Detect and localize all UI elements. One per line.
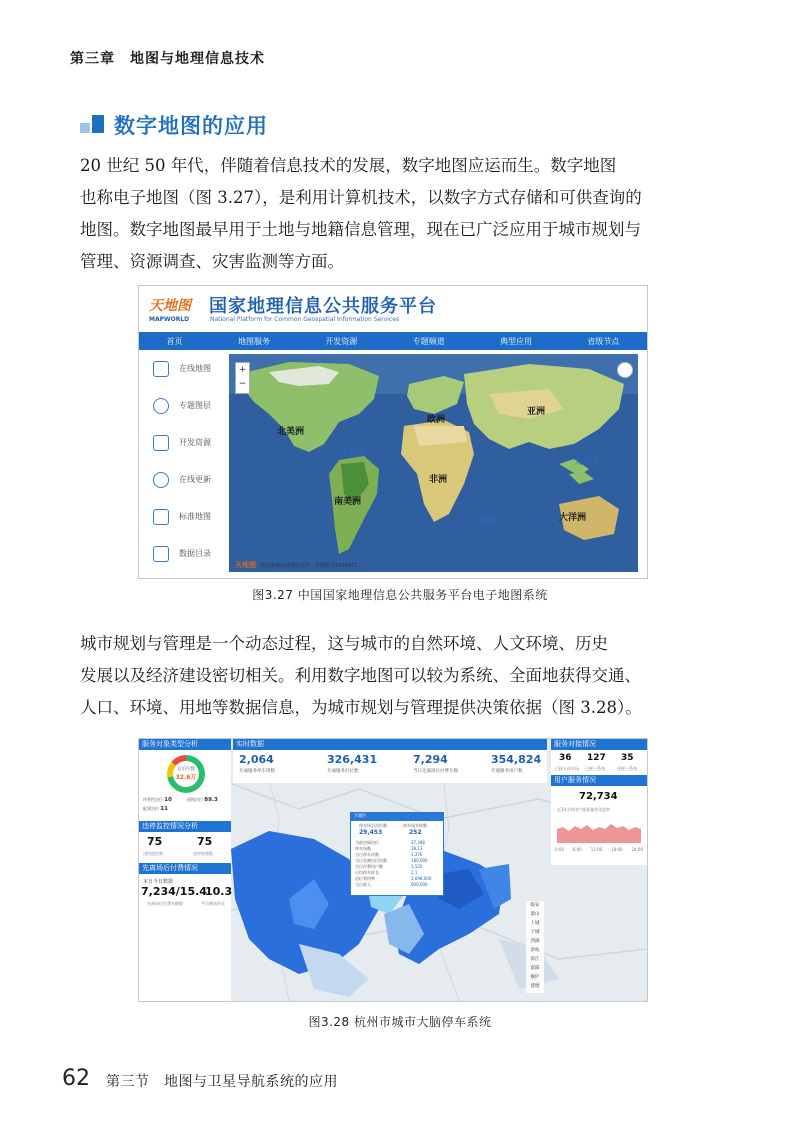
label-south-america: 南美洲 (334, 497, 362, 507)
map-footer-text: ©国家测绘地理信息局 · 甲测资字1100471 (260, 563, 358, 569)
platform-sidebar (139, 350, 229, 578)
popup-row-value: 1,520 (411, 864, 423, 869)
paragraph-line: 人口、环境、用地等数据信息，为城市规划与管理提供决策依据（图 3.28）。 (80, 698, 642, 717)
axis-tick: 6:00 (572, 847, 582, 852)
stat-value: 7,234/15.4 (141, 885, 207, 898)
popup-row-value: 3,276 (411, 852, 423, 857)
popup-row-value: 27,286 (411, 840, 425, 845)
platform-title: 国家地理信息公共服务平台 (209, 296, 437, 317)
panel-title: 实时数据 (233, 739, 547, 750)
section-square-icon (80, 113, 104, 137)
sidebar-item-label: 在线地图 (179, 364, 211, 373)
map-icon (153, 361, 169, 377)
stat-value: 326,431 (327, 753, 378, 766)
popup-value: 29,453 (359, 829, 383, 836)
sidebar-item-update[interactable] (139, 461, 229, 498)
section-heading (80, 110, 268, 140)
axis-tick: 12:00 (590, 847, 603, 852)
label-indian: 印度洋 (477, 517, 501, 526)
figure-caption: 图3.27 中国国家地理信息公共服务平台电子地图系统 (252, 588, 548, 602)
sidebar-item-label: 专题图层 (179, 401, 211, 410)
platform-logo (149, 295, 203, 323)
popup-title: 下城区 (351, 813, 443, 821)
sidebar-item-label: 数据目录 (179, 549, 211, 558)
stat-value: 75 (147, 835, 163, 848)
popup-row-label: 停车场数 (355, 846, 371, 851)
label-oceania: 大洋洲 (559, 513, 587, 523)
legend-item (187, 797, 218, 803)
popup-row-label: 当日停车次数 (355, 852, 379, 857)
district-legend-item[interactable]: 滨江 (530, 957, 540, 962)
paragraph-line: 地图。数字地图最早用于土地与地籍信息管理，现在已广泛应用于城市规划与 (80, 220, 641, 239)
legend-item (143, 806, 168, 812)
platform-nav (139, 332, 647, 350)
popup-row-label: 当日付费用户数 (355, 864, 383, 869)
left-panel (139, 739, 231, 1001)
popup-row-label: 当前空闲泊位 (355, 840, 379, 845)
layers-icon (153, 398, 169, 414)
district-legend-item[interactable]: 余杭 (530, 948, 540, 953)
donut-label: 总泊位数 (177, 767, 195, 772)
figure-caption: 图3.28 杭州市城市大脑停车系统 (308, 1015, 492, 1029)
stat-value: 35 (621, 753, 634, 763)
district-legend-item[interactable]: 建德 (530, 984, 540, 989)
stat-value: 36 (559, 753, 572, 763)
legend-label: 配建泊位 (143, 806, 159, 811)
legend-value: 11 (160, 806, 168, 812)
popup-row-value: 3,698,000 (411, 876, 432, 881)
stat-label: 违停监控数 (143, 851, 163, 856)
nav-item-map-service[interactable]: 地图服务 (237, 336, 270, 346)
nav-item-dev-resources[interactable]: 开发资源 (325, 336, 358, 346)
cloud-icon (153, 472, 169, 488)
zoom-in-button[interactable]: + (238, 365, 247, 375)
legend-label: 道路泊位 (187, 797, 203, 802)
stat-value: 75 (197, 835, 213, 848)
stat-label: 开通服务用户数 (491, 769, 523, 774)
nav-item-topics[interactable]: 专题频道 (412, 336, 445, 346)
logo-en: MAPWORLD (149, 316, 190, 323)
stat-value: 10.3 (205, 885, 233, 898)
footer-section-title: 第三节 地图与卫星导航系统的应用 (106, 1074, 338, 1090)
section-title: 数字地图的应用 (114, 114, 268, 138)
stat-label: 开通服务泊位数 (327, 769, 359, 774)
compass-icon[interactable] (617, 362, 633, 378)
popup-row-value: 2,1 (411, 870, 418, 875)
sidebar-item-layers[interactable] (139, 387, 229, 424)
popup-row-label: 当日收入 (355, 882, 371, 887)
panel-title: 先离场后付费情况 (139, 863, 231, 874)
popup-row-label: 泊位利用率 (355, 876, 375, 881)
paragraph-line: 城市规划与管理是一个动态过程，这与城市的自然环境、人文环境、历史 (80, 634, 608, 653)
page-number: 62 (62, 1066, 90, 1091)
trend-sparkline (557, 817, 641, 843)
stat-label: 已接入系统 (585, 766, 605, 771)
popup-row-value: 18,13 (411, 846, 423, 851)
nav-item-applications[interactable]: 典型应用 (499, 336, 532, 346)
image-icon (153, 509, 169, 525)
stat-label: 先离场后付费车辆数 (147, 901, 183, 906)
popup-row-label: 日均停车时长 (355, 870, 379, 875)
code-icon (153, 435, 169, 451)
stat-label: 平均离场时长 (201, 901, 225, 906)
district-legend-item[interactable]: 富阳 (530, 966, 540, 971)
popup-row-value: 600,000 (411, 882, 428, 887)
district-legend-item[interactable]: 上城 (530, 921, 540, 926)
map-footer (235, 560, 357, 570)
stat-label: 开通服务停车场数 (239, 769, 275, 774)
popup-row-value: 180,000 (411, 858, 428, 863)
donut-value: 32.6万 (175, 774, 197, 781)
label-asia: 亚洲 (527, 407, 546, 417)
label-africa: 非洲 (429, 475, 448, 485)
zoom-out-button[interactable]: − (238, 379, 247, 389)
paragraph-line: 发展以及经济建设密切相关。利用数字地图可以较为系统、全面地获得交通、 (80, 666, 641, 685)
sidebar-item-label: 开发资源 (179, 438, 211, 447)
platform-subtitle: National Platform for Common Geospatial Information Services (210, 316, 400, 323)
stat-label: 当日先离场后付费车数 (413, 769, 458, 774)
paragraph-1 (80, 150, 720, 278)
legend-value: 10 (164, 797, 172, 803)
world-map[interactable] (229, 354, 638, 572)
panel-title: 用户服务情况 (551, 775, 647, 786)
figure-city-brain-parking (138, 738, 648, 1002)
label-europe: 欧洲 (427, 415, 446, 425)
district-legend-item[interactable]: 桐庐 (530, 975, 540, 980)
stat-value: 2,064 (239, 753, 274, 766)
stat-sublabel: 本日今日数据 (143, 879, 174, 885)
right-panel (551, 739, 647, 865)
map-footer-logo: 天地图 (235, 561, 256, 569)
district-legend-item[interactable]: 西湖 (530, 939, 540, 944)
nav-item-provincial[interactable]: 省级节点 (587, 336, 620, 346)
sidebar-item-label: 在线更新 (179, 475, 211, 484)
axis-tick: 18:00 (611, 847, 623, 852)
panel-title: 服务对接情况 (551, 739, 647, 750)
district-legend-item[interactable]: 下城 (530, 930, 540, 935)
platform-header (139, 286, 647, 332)
label-pacific: 太平洋 (574, 457, 598, 466)
legend-value: 89.3 (204, 797, 218, 803)
stat-value: 72,734 (579, 791, 618, 802)
paragraph-line: 也称电子地图（图 3.27），是利用计算机技术，以数字方式存储和可供查询的 (80, 188, 642, 207)
stat-value: 7,294 (413, 753, 448, 766)
popup-col-label: 停车场实时数 (403, 823, 427, 828)
panel-title: 违停监控情况分析 (139, 821, 231, 832)
district-legend (526, 901, 544, 993)
sidebar-item-online-map[interactable] (139, 350, 229, 387)
nav-item-home[interactable]: 首页 (166, 336, 183, 346)
axis-tick: 24:00 (631, 847, 643, 852)
popup-value: 252 (409, 829, 422, 836)
district-legend-item[interactable]: 临安 (530, 903, 540, 908)
legend-item (143, 797, 172, 803)
stat-label: 已接入停车场 (555, 766, 579, 771)
legend-label: 经营性泊位 (143, 797, 163, 802)
sidebar-item-dev[interactable] (139, 424, 229, 461)
logo-cn: 天地图 (149, 298, 191, 314)
trend-axis (555, 847, 643, 852)
top-stats-panel (233, 739, 547, 783)
paragraph-line: 管理、资源调查、灾害监测等方面。 (80, 252, 344, 271)
panel-title: 服务对象类型分析 (139, 739, 231, 750)
sidebar-item-catalog[interactable] (139, 535, 229, 572)
axis-tick: 0:00 (555, 847, 564, 852)
zoom-control[interactable] (235, 362, 250, 394)
paragraph-line: 20 世纪 50 年代，伴随着信息技术的发展，数字地图应运而生。数字地图 (80, 156, 617, 175)
stat-label: 违停处理数 (193, 851, 213, 856)
donut-chart (167, 755, 205, 793)
stat-label: 待接入系统 (617, 766, 637, 771)
popup-row-label: 当日先离后付次数 (355, 858, 387, 863)
figure-tianditu-screenshot (138, 285, 648, 579)
sidebar-item-label: 标准地图 (179, 512, 211, 521)
paragraph-2 (80, 628, 720, 724)
popup-col-label: 停车场总泊位数 (359, 823, 387, 828)
district-popup[interactable] (350, 812, 444, 896)
label-north-america: 北美洲 (277, 427, 305, 437)
stat-value: 127 (587, 753, 606, 763)
sidebar-item-standard-map[interactable] (139, 498, 229, 535)
chapter-header: 第三章 地图与地理信息技术 (70, 51, 265, 67)
stat-value: 354,824 (491, 753, 542, 766)
label-atlantic: 大西洋 (341, 449, 365, 458)
district-legend-item[interactable]: 萧山 (530, 912, 540, 917)
search-doc-icon (153, 546, 169, 562)
chart-label: 近24小时用户服务量变化趋势 (557, 807, 611, 812)
